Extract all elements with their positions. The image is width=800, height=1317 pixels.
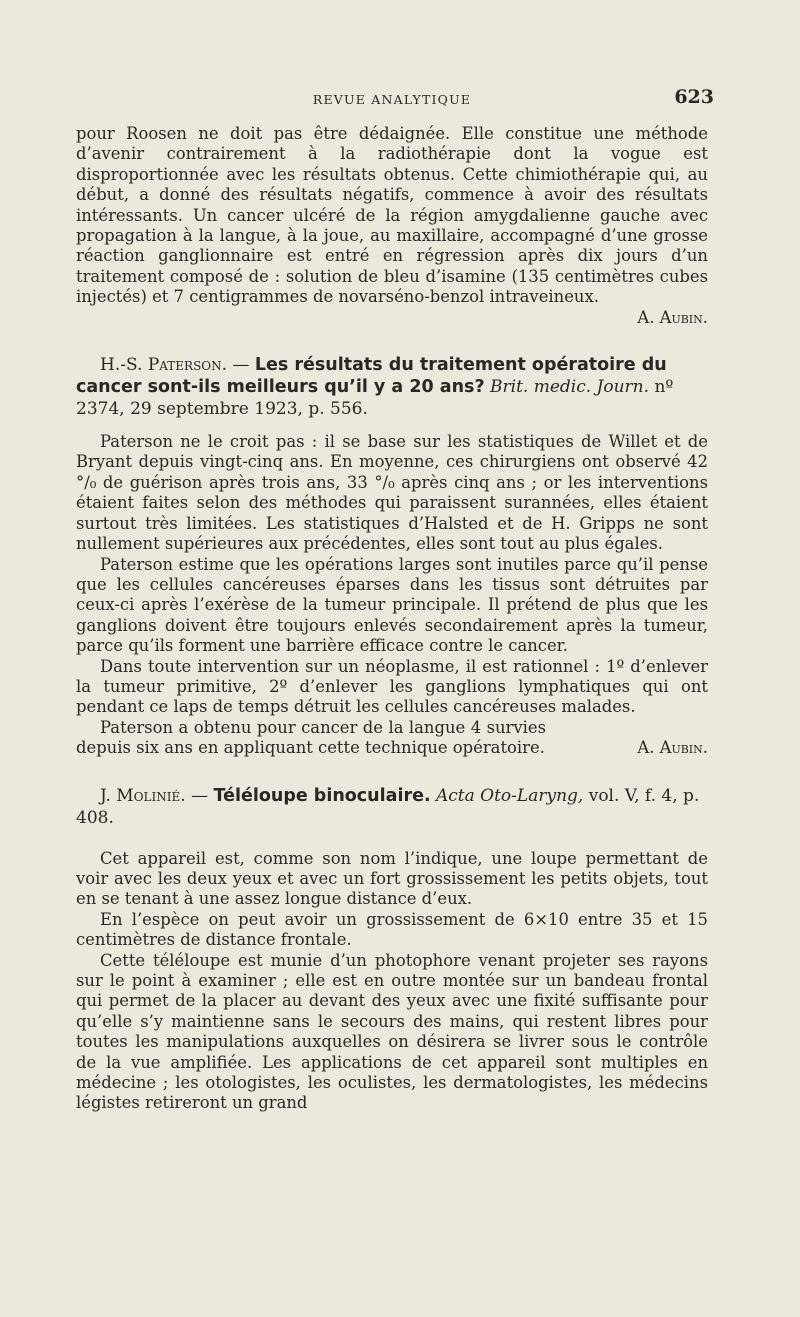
- entry-journal: Brit. medic. Journ.: [490, 377, 650, 398]
- entry-title: Téléloupe binoculaire.: [213, 785, 431, 806]
- entry-reference: vol. V, f. 4, p. 408.: [76, 785, 700, 828]
- signature: A. Aubin.: [637, 738, 708, 758]
- entry-author: H.-S. Paterson.: [100, 355, 228, 376]
- body-paragraph: Paterson a obtenu pour cancer de la langue 4 survies depuis six ans en appliquant cette technique opératoire.: [76, 717, 546, 758]
- signature-line: [76, 308, 708, 328]
- entry-heading-molinie: [76, 785, 708, 829]
- page: [76, 86, 714, 1114]
- running-title: REVUE ANALYTIQUE: [312, 92, 472, 107]
- entry-dash: —: [227, 355, 255, 376]
- entry-reference: nº 2374, 29 septembre 1923, p. 556.: [76, 377, 674, 420]
- entry-heading-paterson: [76, 354, 708, 420]
- entry-title: Les résultats du traitement opératoire du cancer sont-ils meilleurs qu’il y a 20 ans?: [76, 355, 667, 398]
- running-head: [76, 86, 714, 112]
- body-paragraph: Cet appareil est, comme son nom l’indique, une loupe permettant de voir avec les deux yeux et avec un fort grossissement les petits objets, tout en se tenant à une assez longue distance d’eux.: [76, 848, 708, 909]
- entry-author: J. Molinié.: [100, 785, 186, 806]
- paragraph-continued: pour Roosen ne doit pas être dédaignée. Elle constitue une méthode d’avenir contrairement à la radiothérapie dont la vogue est disproportionnée avec les résultats obtenus. Cette chimiothérapie qui, au début, a donné des résultats négatifs, commence à avoir des résultats intéressants. Un cancer ulcéré de la région amygdalienne gauche avec propagation à la langue, à la joue, au maxillaire, accompagné d’une grosse réaction ganglionnaire est entré en régression après dix jours d’un traitement composé de : solution de bleu d’isamine (135 centimètres cubes injectés) et 7 centigrammes de novarséno-benzol intraveineux.: [76, 124, 708, 307]
- body-paragraph: Paterson estime que les opérations larges sont inutiles parce qu’il pense que les cellules cancéreuses éparses dans les tissus sont détruites par ceux-ci après l’exérèse de la tumeur principale. Il prétend de plus que les ganglions doivent être toujours enlevés secondairement après la tumeur, parce qu’ils forment une barrière efficace contre le cancer.: [76, 554, 708, 656]
- page-number: 623: [674, 86, 714, 108]
- body-paragraph: Cette téléloupe est munie d’un photophore venant projeter ses rayons sur le point à examiner ; elle est en outre montée sur un bandeau frontal qui permet de la placer au devant des yeux avec une fixité suffisante pour qu’elle s’y maintienne sans le secours des mains, qui restent libres pour toutes les manipulations auxquelles on désirera se livrer sous le contrôle de la vue amplifiée. Les applications de cet appareil sont multiples en médecine ; les otologistes, les oculistes, les dermatologistes, les médecins légistes retireront un grand: [76, 950, 708, 1113]
- body-paragraph: Paterson ne le croit pas : il se base sur les statistiques de Willet et de Bryant depuis vingt-cinq ans. En moyenne, ces chirurgiens ont observé 42 °/₀ de guérison après trois ans, 33 °/₀ après cinq ans ; or les interventions étaient faites selon des méthodes qui paraissent surannées, elles étaient surtout très limitées. Les statistiques d’Halsted et de H. Gripps ne sont nullement supérieures aux précédentes, elles sont tout au plus égales.: [76, 432, 708, 554]
- body-paragraph: En l’espèce on peut avoir un grossissement de 6×10 entre 35 et 15 centimètres de distance frontale.: [76, 909, 708, 950]
- signature: A. Aubin.: [637, 307, 708, 327]
- entry-dash: —: [185, 785, 214, 806]
- entry-journal: Acta Oto-Laryng,: [436, 785, 584, 806]
- body-paragraph: Dans toute intervention sur un néoplasme, il est rationnel : 1º d’enlever la tumeur primitive, 2º d’enlever les ganglions lymphatiques qui ont pendant ce laps de temps détruit les cellules cancéreuses malades.: [76, 656, 708, 717]
- body-paragraph-with-signature: [76, 718, 708, 759]
